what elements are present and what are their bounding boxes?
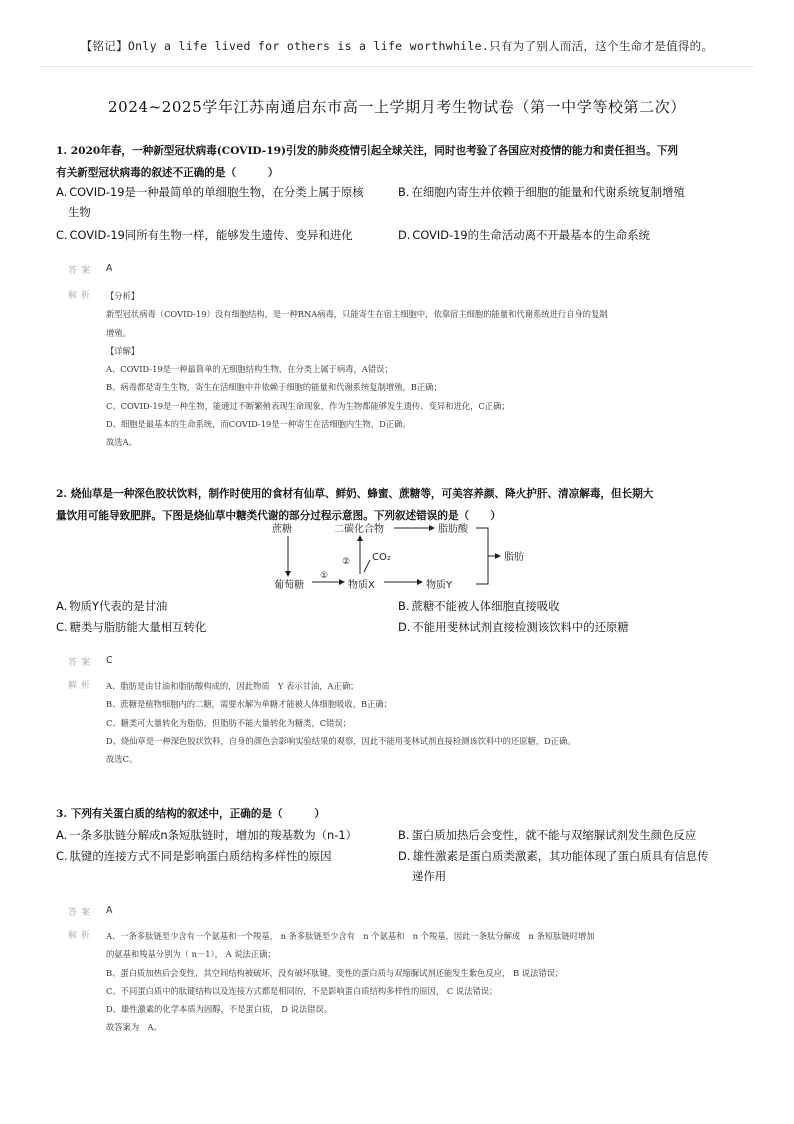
option-letter: C.	[56, 620, 68, 634]
analysis-line: A、COVID-19是一种最简单的无细胞结构生物，在分类上属于病毒，A错误；	[106, 364, 393, 375]
option-text: COVID-19的生命活动离不开最基本的生命系统	[412, 228, 650, 242]
analysis-line: 【详解】	[106, 345, 140, 356]
label-fatty-acid: 脂肪酸	[438, 524, 468, 535]
analysis-line: D、雄性激素的化学本质为固醇，不是蛋白质， D 说法错误。	[106, 1004, 333, 1015]
option-text-continued: 递作用	[412, 869, 447, 883]
question-3-option-b[interactable]	[398, 825, 748, 845]
answer-label: 答案	[68, 908, 95, 918]
analysis-body	[106, 927, 746, 1037]
analysis-line: 的氨基和羧基分别为（ n－1）， A 说法正确；	[106, 949, 276, 960]
analysis-line: C、COVID-19是一种生物，能通过不断繁殖表现生命现象，作为生物都能够发生遗传、变异和进化，C正确；	[106, 400, 510, 411]
question-2-option-b[interactable]	[398, 596, 748, 616]
label-step-2: ②	[342, 557, 351, 567]
option-text: 蛋白质加热后会变性，就不能与双缩脲试剂发生颜色反应	[411, 828, 697, 842]
option-text: COVID-19是一种最简单的单细胞生物，在分类上属于原核	[69, 185, 364, 199]
header-motto: 【铭记】Only a life lived for others is a life worthwhile.只有为了别人而活，这个生命才是值得的。	[80, 39, 714, 53]
analysis-line: B、蛋白质加热后会变性，其空间结构被破坏，没有破坏肽键，变性的蛋白质与双缩脲试剂还能发生紫色反应， B 说法错误；	[106, 967, 564, 978]
option-text: 不能用斐林试剂直接检测该饮料中的还原糖	[412, 620, 629, 634]
option-letter: A.	[56, 828, 68, 842]
question-1-option-b[interactable]	[398, 182, 748, 202]
option-text-continued: 生物	[68, 205, 91, 219]
question-2-stem-line-1: 2. 烧仙草是一种深色胶状饮料，制作时使用的食材有仙草、鲜奶、蜂蜜、蔗糖等，可美容养颜、降火护肝、清凉解毒，但长期大	[56, 488, 654, 500]
option-text: 雄性激素是蛋白质类激素，其功能体现了蛋白质具有信息传	[412, 849, 709, 863]
analysis-line: D、细胞是最基本的生命系统，而COVID-19是一种寄生在活细胞内生物，D正确。	[106, 419, 411, 430]
analysis-body	[106, 287, 746, 452]
label-c2-compound: 二碳化合物	[334, 524, 384, 535]
header-divider	[40, 66, 754, 67]
analysis-line: B、蔗糖是植物细胞内的二糖，需要水解为单糖才能被人体细胞吸收，B正确；	[106, 699, 392, 710]
question-1-stem	[56, 140, 746, 184]
analysis-line: 增殖。	[106, 327, 131, 338]
sugar-metabolism-diagram	[266, 520, 536, 592]
analysis-line: 故选A。	[106, 437, 137, 448]
arrow-x-co2	[364, 560, 370, 572]
option-text: 一条多肽链分解成n条短肽链时，增加的羧基数为（n-1）	[69, 828, 358, 842]
answer-value: A	[106, 263, 113, 274]
option-letter: B.	[398, 828, 410, 842]
answer-label: 答案	[68, 266, 95, 276]
option-letter: D.	[398, 228, 411, 242]
analysis-line: 新型冠状病毒（COVID-19）没有细胞结构，是一种RNA病毒，只能寄生在宿主细胞中，依靠宿主细胞的能量和代谢系统进行自身的复制	[106, 309, 608, 320]
option-text: 蔗糖不能被人体细胞直接吸收	[411, 599, 560, 613]
question-1-option-d[interactable]	[398, 225, 748, 245]
question-1-stem-line-2: 有关新型冠状病毒的叙述不正确的是（ ）	[56, 167, 279, 179]
question-3-option-d[interactable]	[398, 846, 748, 886]
option-letter: C.	[56, 228, 68, 242]
option-letter: B.	[398, 599, 410, 613]
question-2-option-d[interactable]	[398, 617, 748, 637]
question-3-option-a[interactable]	[56, 825, 396, 845]
page-title: 2024~2025学年江苏南通启东市高一上学期月考生物试卷（第一中学等校第二次）	[108, 98, 686, 116]
option-letter: A.	[56, 185, 68, 199]
question-1-option-a[interactable]	[56, 182, 386, 222]
analysis-body	[106, 677, 746, 768]
label-step-1: ①	[320, 571, 329, 581]
question-1-stem-line-1: 1. 2020年春，一种新型冠状病毒(COVID-19)引发的肺炎疫情引起全球关注，同时也考验了各国应对疫情的能力和责任担当。下列	[56, 145, 678, 157]
analysis-line: A、脂肪是由甘油和脂肪酸构成的，因此物质 Y 表示甘油，A正确；	[106, 681, 359, 691]
option-text: 物质Y代表的是甘油	[69, 599, 168, 613]
question-2-option-a[interactable]	[56, 596, 386, 616]
label-substance-y: 物质Y	[426, 580, 453, 591]
question-1-option-c[interactable]	[56, 225, 396, 245]
analysis-line: C、不同蛋白质中的肽键结构以及连接方式都是相同的，不是影响蛋白质结构多样性的原因， C 说法错误；	[106, 985, 498, 996]
option-letter: D.	[398, 849, 411, 863]
answer-value: A	[106, 905, 113, 916]
analysis-label: 解析	[68, 681, 95, 691]
option-text: 在细胞内寄生并依赖于细胞的能量和代谢系统复制增殖	[411, 185, 685, 199]
question-3-stem-line-1: 3. 下列有关蛋白质的结构的叙述中，正确的是（ ）	[56, 808, 325, 820]
analysis-line: C、糖类可大量转化为脂肪，但脂肪不能大量转化为糖类，C错误；	[106, 717, 352, 728]
analysis-label: 解析	[68, 291, 95, 301]
analysis-label: 解析	[68, 931, 95, 941]
analysis-line: 故选C。	[106, 754, 138, 765]
bracket-to-fat	[476, 528, 488, 584]
analysis-line: 【分析】	[106, 291, 140, 301]
label-sucrose: 蔗糖	[272, 524, 292, 535]
analysis-line: A、一条多肽链至少含有一个氨基和一个羧基， n 条多肽链至少含有 n 个氨基和 n 个羧基，因此一条肽分解成 n 条短肽链时增加	[106, 931, 595, 941]
option-text: COVID-19同所有生物一样，能够发生遗传、变异和进化	[69, 228, 353, 242]
analysis-line: D、烧仙草是一种深色胶状饮料，自身的颜色会影响实验结果的观察，因此不能用斐林试剂直接检测该饮料中的还原糖，D正确。	[106, 735, 576, 746]
question-3-option-c[interactable]	[56, 846, 396, 866]
question-2-option-c[interactable]	[56, 617, 386, 637]
option-letter: B.	[398, 185, 410, 199]
question-3-stem	[56, 803, 746, 825]
option-text: 糖类与脂肪能大量相互转化	[69, 620, 207, 634]
question-2-stem-line-2: 量饮用可能导致肥胖。下图是烧仙草中糖类代谢的部分过程示意图。下列叙述错误的是（ ）	[56, 510, 501, 522]
label-glucose: 葡萄糖	[274, 580, 304, 591]
option-letter: D.	[398, 620, 411, 634]
label-substance-x: 物质X	[348, 580, 375, 591]
analysis-line: B、病毒都是寄生生物，寄生在活细胞中并依赖于细胞的能量和代谢系统复制增殖，B正确；	[106, 382, 442, 393]
label-fat: 脂肪	[504, 552, 524, 563]
answer-value: C	[106, 655, 113, 666]
option-letter: A.	[56, 599, 68, 613]
option-letter: C.	[56, 849, 68, 863]
analysis-line: 故答案为 A。	[106, 1022, 162, 1033]
label-co2: CO₂	[372, 552, 391, 563]
answer-label: 答案	[68, 658, 95, 668]
option-text: 肽键的连接方式不同是影响蛋白质结构多样性的原因	[69, 849, 332, 863]
